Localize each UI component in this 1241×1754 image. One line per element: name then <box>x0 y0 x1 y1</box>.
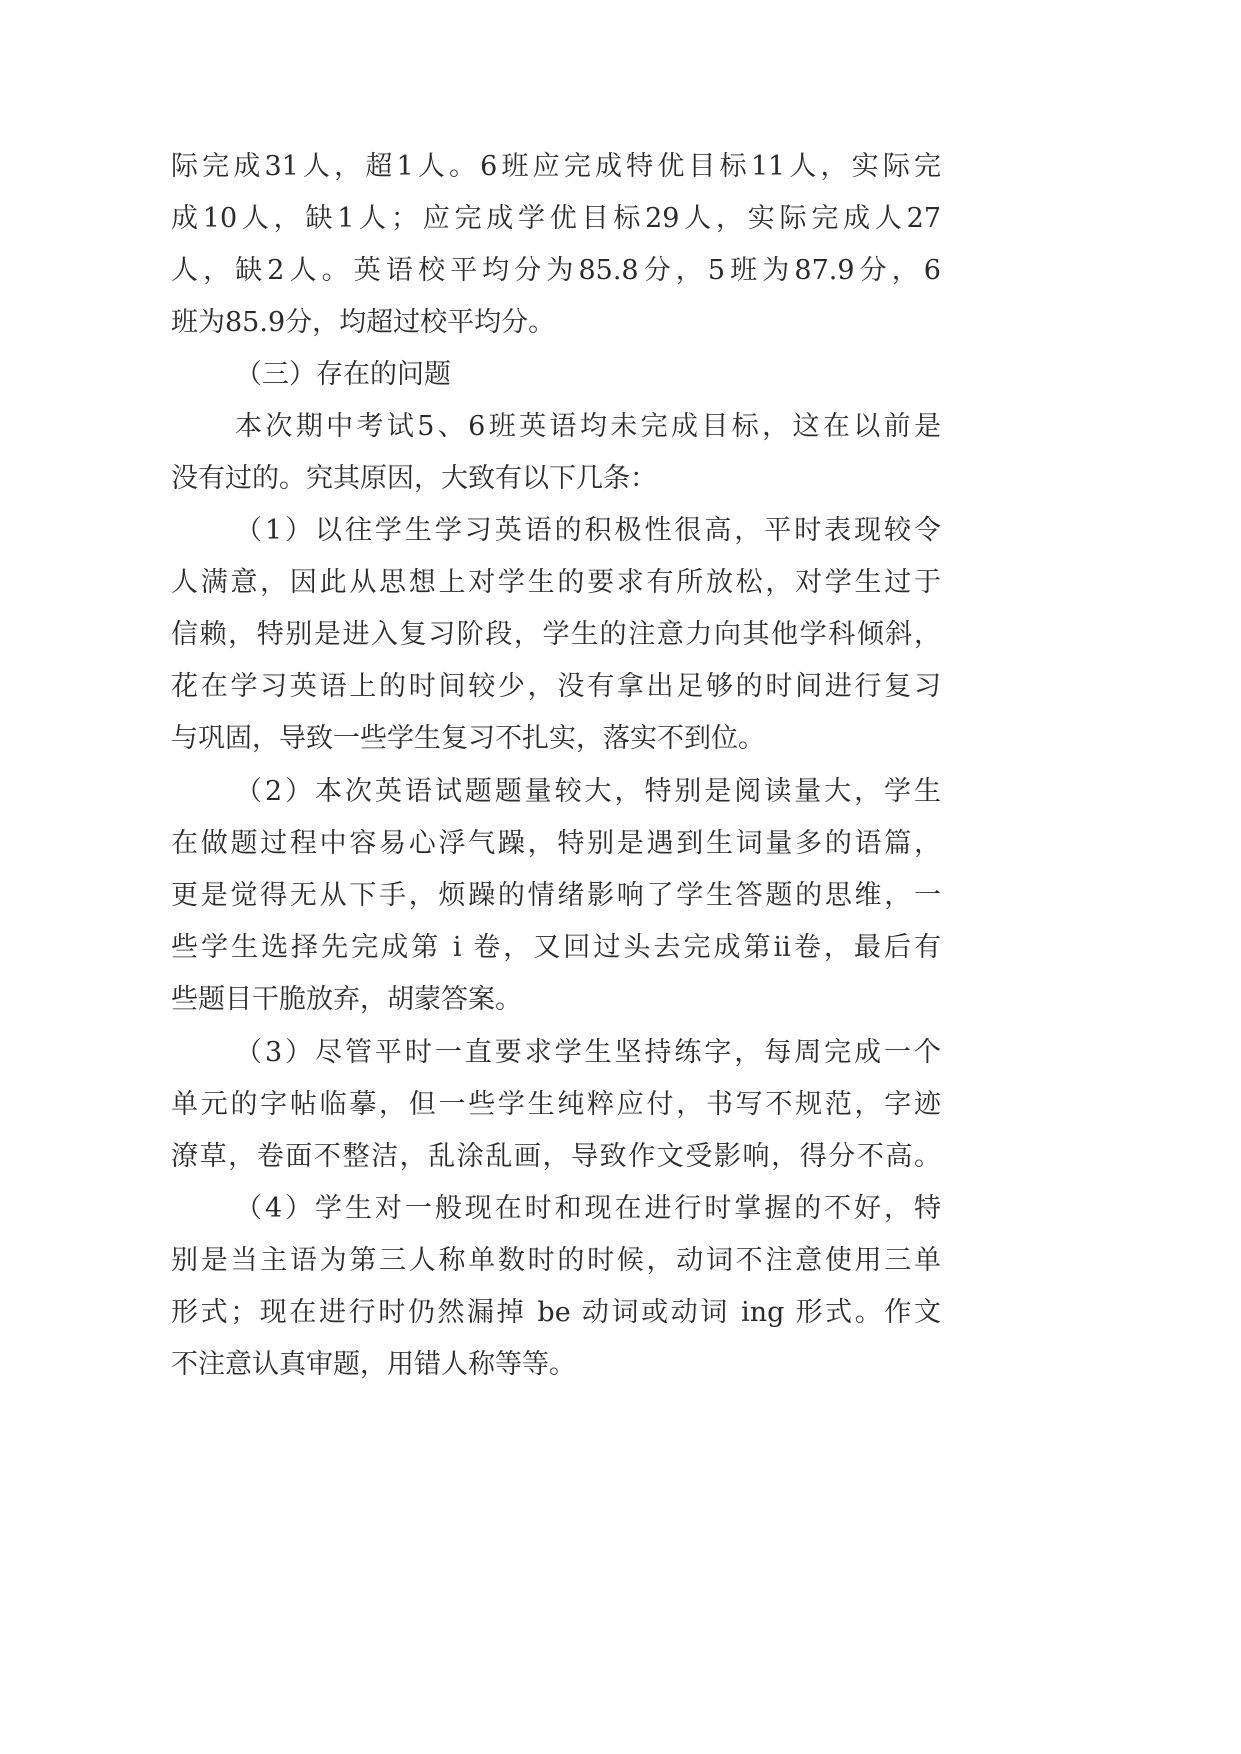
text-line: （1）以往学生学习英语的积极性很高，平时表现较令 <box>235 515 941 546</box>
text-line: 单元的字帖临摹，但一些学生纯粹应付，书写不规范，字迹 <box>171 1089 941 1120</box>
text-line: 人满意，因此从思想上对学生的要求有所放松，对学生过于 <box>171 567 941 598</box>
text-line: 与巩固，导致一些学生复习不扎实，落实不到位。 <box>171 723 765 754</box>
text-line: 不注意认真审题，用错人称等等。 <box>171 1349 576 1380</box>
text-line: 本次期中考试5、6班英语均未完成目标，这在以前是 <box>235 411 941 442</box>
text-line: 花在学习英语上的时间较少，没有拿出足够的时间进行复习 <box>171 671 941 702</box>
text-line: 成10人，缺1人；应完成学优目标29人，实际完成人27 <box>171 203 941 234</box>
text-line: （4）学生对一般现在时和现在进行时掌握的不好，特 <box>235 1193 941 1224</box>
text-line: 信赖，特别是进入复习阶段，学生的注意力向其他学科倾斜， <box>171 619 941 650</box>
text-line: 班为85.9分，均超过校平均分。 <box>171 307 556 338</box>
text-line: 些题目干脆放弃，胡蒙答案。 <box>171 984 522 1015</box>
text-line: （2）本次英语试题题量较大，特别是阅读量大，学生 <box>235 776 941 807</box>
text-line: 人，缺2人。英语校平均分为85.8分，5班为87.9分，6 <box>171 255 941 286</box>
text-line: 际完成31人，超1人。6班应完成特优目标11人，实际完 <box>171 151 941 182</box>
text-line: 更是觉得无从下手，烦躁的情绪影响了学生答题的思维，一 <box>171 880 941 911</box>
text-line: （3）尽管平时一直要求学生坚持练字，每周完成一个 <box>235 1037 941 1068</box>
text-line: 形式；现在进行时仍然漏掉 be 动词或动词 ing 形式。作文 <box>171 1297 941 1328</box>
section-heading: （三）存在的问题 <box>235 359 451 390</box>
text-line: 些学生选择先完成第 i 卷，又回过头去完成第ii卷，最后有 <box>171 932 941 963</box>
text-line: 在做题过程中容易心浮气躁，特别是遇到生词量多的语篇， <box>171 828 941 859</box>
text-line: 没有过的。究其原因，大致有以下几条： <box>171 463 657 494</box>
text-line: 别是当主语为第三人称单数时的时候，动词不注意使用三单 <box>171 1245 941 1276</box>
text-line: 潦草，卷面不整洁，乱涂乱画，导致作文受影响，得分不高。 <box>171 1141 941 1172</box>
